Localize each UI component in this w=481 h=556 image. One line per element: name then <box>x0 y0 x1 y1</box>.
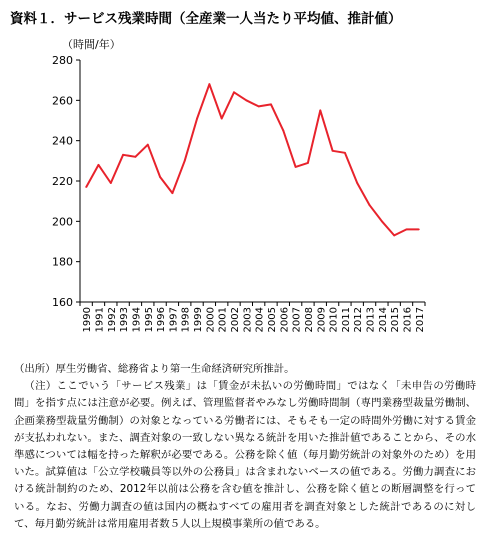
x-tick-label: 2017 <box>414 307 426 333</box>
data-point <box>344 152 346 154</box>
y-tick-labels <box>52 54 80 309</box>
x-tick-label: 2015 <box>390 307 402 333</box>
x-tick-label: 2004 <box>254 307 266 333</box>
x-tick-label: 1992 <box>106 307 118 333</box>
x-tick-label: 2010 <box>328 307 340 333</box>
x-tick-label: 2001 <box>217 307 229 333</box>
data-point <box>98 164 100 166</box>
x-tick-label: 1999 <box>193 307 205 333</box>
data-point <box>184 160 186 162</box>
source-note: （出所）厚生労働省、総務省より第一生命経済研究所推計。 <box>14 363 295 375</box>
notes <box>14 361 476 533</box>
series-line <box>86 84 419 235</box>
x-tick-label: 2007 <box>291 307 303 333</box>
data-point <box>233 91 235 93</box>
x-tick-label: 2016 <box>402 307 414 333</box>
y-unit-label: （時間/年） <box>62 38 121 51</box>
y-tick-label: 220 <box>52 175 73 188</box>
data-point <box>418 229 420 231</box>
axes <box>80 60 425 302</box>
data-point <box>147 144 149 146</box>
x-tick-label: 2013 <box>365 307 377 333</box>
x-tick-label: 1993 <box>119 307 131 333</box>
data-point <box>221 118 223 120</box>
data-point <box>196 118 198 120</box>
y-tick-label: 180 <box>52 255 73 269</box>
x-tick-labels <box>80 302 426 332</box>
data-point <box>122 154 124 156</box>
data-point <box>258 105 260 107</box>
series-lines <box>85 83 419 236</box>
y-tick-label: 160 <box>52 296 73 309</box>
chart-title: 資料１．サービス残業時間（全産業一人当たり平均値、推計値） <box>10 11 402 27</box>
x-tick-label: 2005 <box>266 307 278 333</box>
x-tick-label: 2000 <box>205 307 217 333</box>
x-tick-label: 1990 <box>82 307 94 333</box>
x-tick-label: 2008 <box>303 307 315 333</box>
x-tick-label: 2014 <box>377 307 389 333</box>
data-point <box>307 162 309 164</box>
data-point <box>282 130 284 132</box>
y-tick-label: 280 <box>52 54 73 67</box>
data-point <box>369 204 371 206</box>
data-point <box>319 110 321 112</box>
x-tick-label: 2009 <box>316 307 328 333</box>
data-point <box>356 182 358 184</box>
data-point <box>393 235 395 237</box>
x-tick-label: 2006 <box>279 307 291 333</box>
data-point <box>245 99 247 101</box>
data-point <box>110 182 112 184</box>
x-tick-label: 2012 <box>353 307 365 333</box>
data-point <box>172 192 174 194</box>
footnote: （注）ここでいう「サービス残業」は「賃金が未払いの労働時間」ではなく「未申告の労働時間」を指す点には注意が必要。例えば、管理監督者やみなし労働時間制（専門業務型裁量労働制、企画業務型裁量労働制）の対象となっている労働者には、そもそも一定の時間外労働に対する賃金が支払われない。また、調査対象の一致しない異なる統計を用いた推計値であることから、その水準感については幅を持った解釈が必要である。公務を除く値（毎月勤労統計の対象外のため）を用いた。試算値は「公立学校職員等以外の公務員」は含まれないベースの値である。労働力調査における統計制約のため、2012年以前は公務を含む値を推計し、公務を除く値との断層調整を行っている。なお、労働力調査の値は国内の概ねすべての雇用者を調査対象とした統計であるのに対して、毎月勤労統計は常用雇用者数５人以上規模事業所の値である。 <box>14 380 476 530</box>
data-point <box>332 150 334 152</box>
y-tick-label: 260 <box>52 94 73 108</box>
y-tick-label: 200 <box>52 215 73 229</box>
data-point <box>295 166 297 168</box>
data-point <box>85 186 87 188</box>
x-tick-label: 1994 <box>131 307 143 333</box>
y-tick-label: 240 <box>52 134 73 148</box>
x-tick-label: 1997 <box>168 307 180 333</box>
data-point <box>381 220 383 222</box>
data-point <box>135 156 137 158</box>
data-point <box>159 176 161 178</box>
x-tick-label: 2002 <box>230 307 242 333</box>
x-tick-label: 2003 <box>242 307 254 333</box>
x-tick-label: 1995 <box>143 307 155 333</box>
x-tick-label: 1991 <box>94 307 106 333</box>
x-tick-label: 1998 <box>180 307 192 333</box>
x-tick-label: 2011 <box>340 307 352 333</box>
data-point <box>270 103 272 105</box>
data-point <box>406 229 408 231</box>
data-point <box>208 83 210 85</box>
x-tick-label: 1996 <box>156 307 168 333</box>
